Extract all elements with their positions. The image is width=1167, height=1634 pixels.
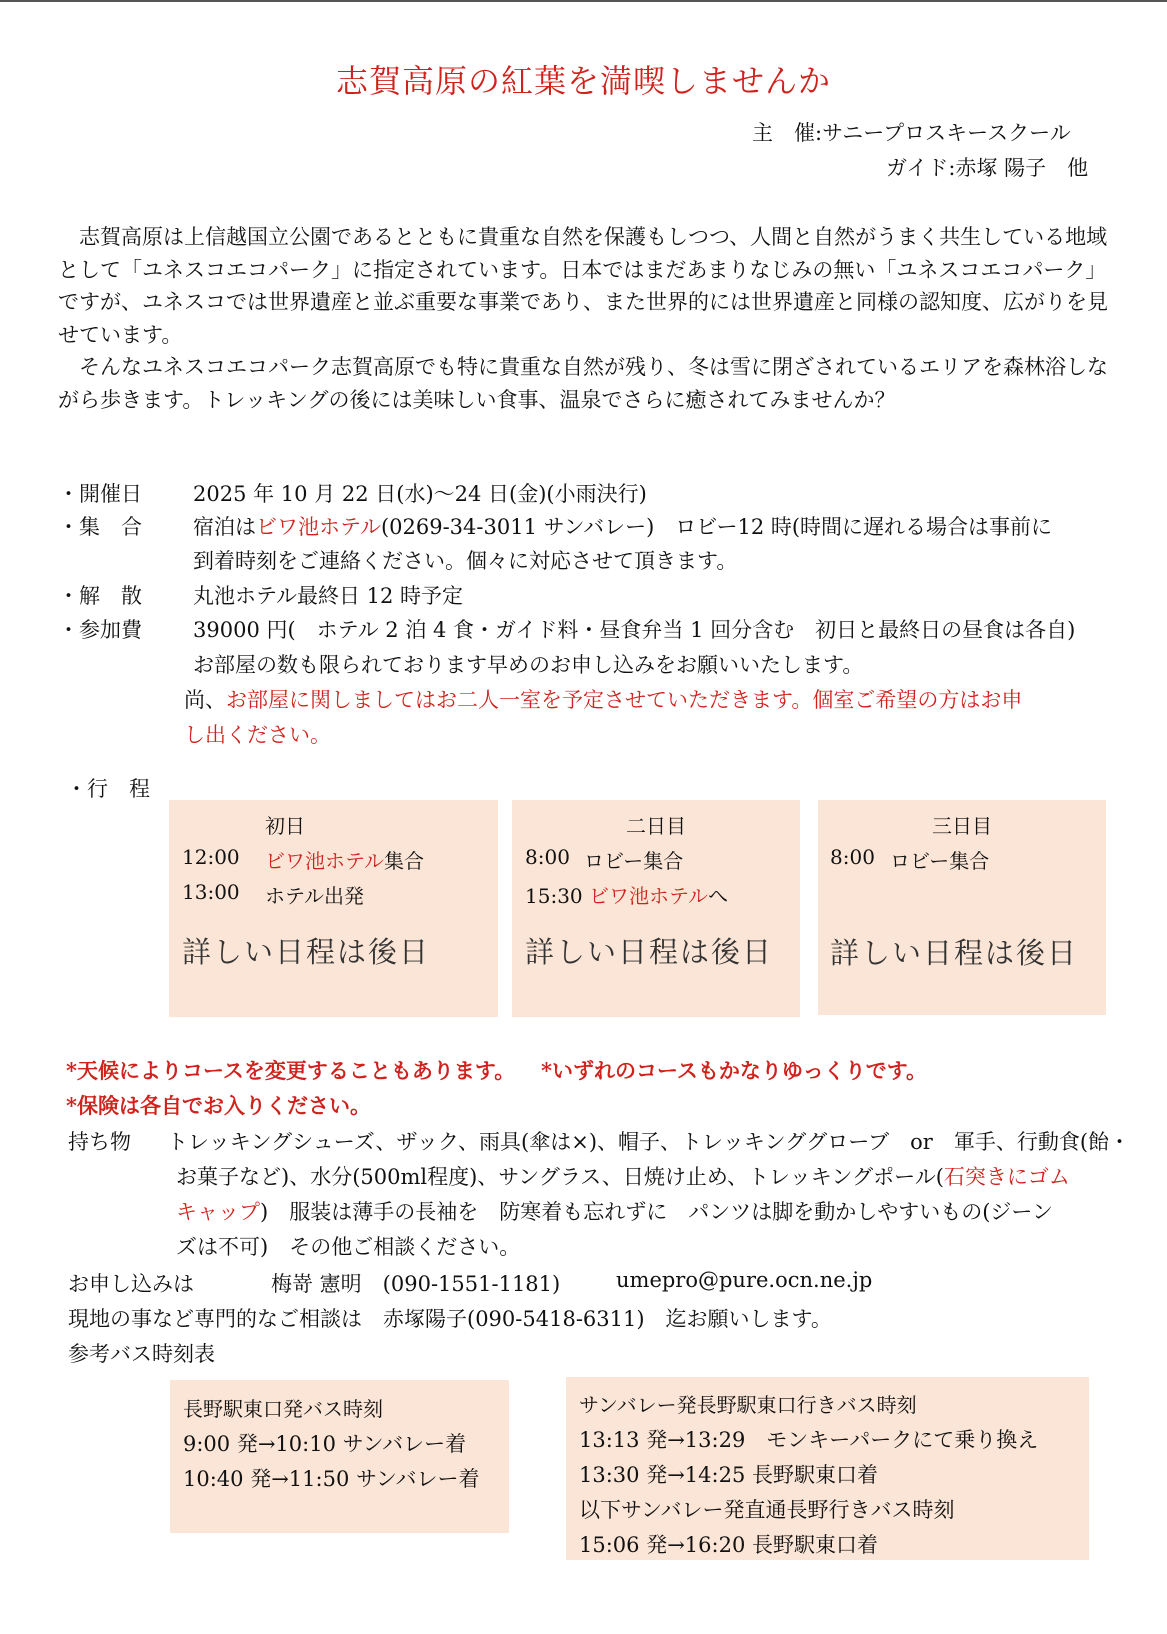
bus-from-row-2: 13:30 発→14:25 長野駅東口着 — [579, 1463, 878, 1487]
fee-note-red: お部屋に関しましてはお二人一室を予定させていただきます。個室ご希望の方はお申 — [226, 688, 1023, 712]
bus-to-row-1: 9:00 発→10:10 サンバレー着 — [183, 1432, 467, 1456]
page-title: 志賀高原の紅葉を満喫しませんか — [335, 62, 831, 100]
belongings-label: 持ち物 — [68, 1130, 131, 1154]
day2-hotel: ビワ池ホテル — [589, 884, 708, 908]
note-pace: *いずれのコースもかなりゆっくりです。 — [541, 1058, 928, 1083]
day3-box — [818, 800, 1106, 1015]
day3-later: 詳しい日程は後日 — [830, 936, 1079, 970]
local-contact: 現地の事など専門的なご相談は 赤塚陽子(090-5418-6311) 迄お願いします。 — [68, 1307, 832, 1331]
day1-hotel: ビワ池ホテル — [265, 849, 384, 873]
bus-to-row-2: 10:40 発→11:50 サンバレー着 — [183, 1467, 480, 1491]
fee-room-note — [184, 684, 1022, 714]
day1-event-1-text: 集合 — [384, 849, 424, 873]
day1-time-1: 12:00 — [182, 845, 240, 869]
day2-event-2 — [525, 880, 728, 909]
bus-from-row-1: 13:13 発→13:29 モンキーパークにて乗り換え — [579, 1428, 1039, 1452]
meet-rest: (0269-34-3011 サンバレー) ロビー12 時(時間に遅れる場合は事前に — [380, 515, 1053, 539]
date-label: ・開催日 — [58, 482, 142, 506]
apply-label: お申し込みは — [68, 1272, 194, 1296]
day1-event-2: ホテル出発 — [265, 884, 364, 908]
day1-box — [169, 800, 498, 1017]
note-weather: *天候によりコースを変更することもあります。 — [66, 1058, 516, 1083]
itinerary-label: ・行 程 — [66, 777, 150, 801]
apply-email[interactable]: umepro@pure.ocn.ne.jp — [616, 1268, 873, 1292]
organizer: 主 催:サニープロスキースクール — [752, 121, 1071, 145]
day3-event-1: ロビー集合 — [890, 849, 990, 873]
bus-to-title: 長野駅東口発バス時刻 — [183, 1397, 383, 1421]
belongings-line3 — [176, 1196, 1053, 1226]
belongings-line3-red: キャップ — [176, 1200, 260, 1224]
day1-event-1 — [265, 845, 424, 874]
day1-later: 詳しい日程は後日 — [182, 935, 431, 969]
belongings-line2-red: 石突きにゴム — [943, 1165, 1070, 1189]
meet-prefix: 宿泊は — [193, 515, 256, 539]
dismiss-label: ・解 散 — [58, 584, 142, 608]
top-border — [0, 0, 1167, 2]
belongings-line2-text: お菓子など)、水分(500ml程度)、サングラス、日焼け止め、トレッキングポール( — [176, 1165, 944, 1189]
bus-to-sunvalley-box — [170, 1380, 509, 1533]
day2-title: 二日目 — [626, 814, 686, 838]
meet-label: ・集 合 — [58, 515, 142, 539]
belongings-line1: トレッキングシューズ、ザック、雨具(傘は×)、帽子、トレッキンググローブ or 軍手、行動食(飴・ — [167, 1130, 1131, 1154]
bus-label: 参考バス時刻表 — [68, 1342, 215, 1366]
fee-line2: お部屋の数も限られております早めのお申し込みをお願いいたします。 — [193, 653, 864, 677]
day2-event-2-text: へ — [708, 884, 728, 908]
guide: ガイド:赤塚 陽子 他 — [886, 156, 1089, 180]
day2-time-2: 15:30 — [525, 884, 583, 908]
day2-later: 詳しい日程は後日 — [525, 935, 774, 969]
fee-line1: 39000 円( ホテル 2 泊 4 食・ガイド料・昼食弁当 1 回分含む 初日と最終日の昼食は各自) — [193, 618, 1076, 642]
bus-from-subtitle: 以下サンバレー発直通長野行きバス時刻 — [579, 1498, 955, 1522]
fee-room-note-2: し出ください。 — [184, 723, 331, 747]
meet-line2: 到着時刻をご連絡ください。個々に対応させて頂きます。 — [193, 549, 738, 573]
note-insurance: *保険は各自でお入りください。 — [66, 1093, 371, 1118]
belongings-line4: ズは不可) その他ご相談ください。 — [176, 1235, 521, 1259]
day2-box — [512, 800, 800, 1017]
intro-paragraph-2: そんなユネスコエコパーク志賀高原でも特に貴重な自然が残り、冬は雪に閉ざされているエリアを森林浴しながら歩きます。トレッキングの後には美味しい食事、温泉でさらに癒されてみませんか？ — [58, 355, 1108, 412]
bus-from-row-3: 15:06 発→16:20 長野駅東口着 — [579, 1533, 878, 1557]
fee-note-prefix: 尚、 — [184, 688, 226, 712]
meet-value — [193, 511, 1052, 541]
date-value: 2025 年 10 月 22 日(水)〜24 日(金)(小雨決行) — [193, 482, 647, 506]
bus-from-sunvalley-box — [566, 1377, 1089, 1560]
day3-time-1: 8:00 — [830, 845, 875, 869]
belongings-line2 — [176, 1161, 1070, 1191]
day1-time-2: 13:00 — [182, 880, 240, 904]
day2-event-1: ロビー集合 — [584, 849, 684, 873]
day3-title: 三日目 — [932, 814, 992, 838]
intro-paragraph-1: 志賀高原は上信越国立公園であるとともに貴重な自然を保護もしつつ、人間と自然がうまく共生している地域として「ユネスコエコパーク」に指定されています。日本ではまだあまりなじみの無い「ユネスコエコパーク」ですが、ユネスコでは世界遺産と並ぶ重要な事業であり、また世界的には世界遺産と同様の認知度、広がりを見せています。 — [58, 225, 1108, 347]
belongings-line3-text: ) 服装は薄手の長袖を 防寒着も忘れずに パンツは脚を動かしやすいもの(ジーン — [260, 1200, 1053, 1224]
apply-contact: 梅嵜 憲明 (090-1551-1181) — [271, 1272, 561, 1296]
dismiss-value: 丸池ホテル最終日 12 時予定 — [193, 584, 464, 608]
meet-hotel: ビワ池ホテル — [256, 515, 381, 539]
fee-label: ・参加費 — [58, 618, 142, 642]
bus-from-title: サンバレー発長野駅東口行きバス時刻 — [579, 1393, 917, 1417]
day1-title: 初日 — [265, 814, 305, 838]
day2-time-1: 8:00 — [525, 845, 570, 869]
